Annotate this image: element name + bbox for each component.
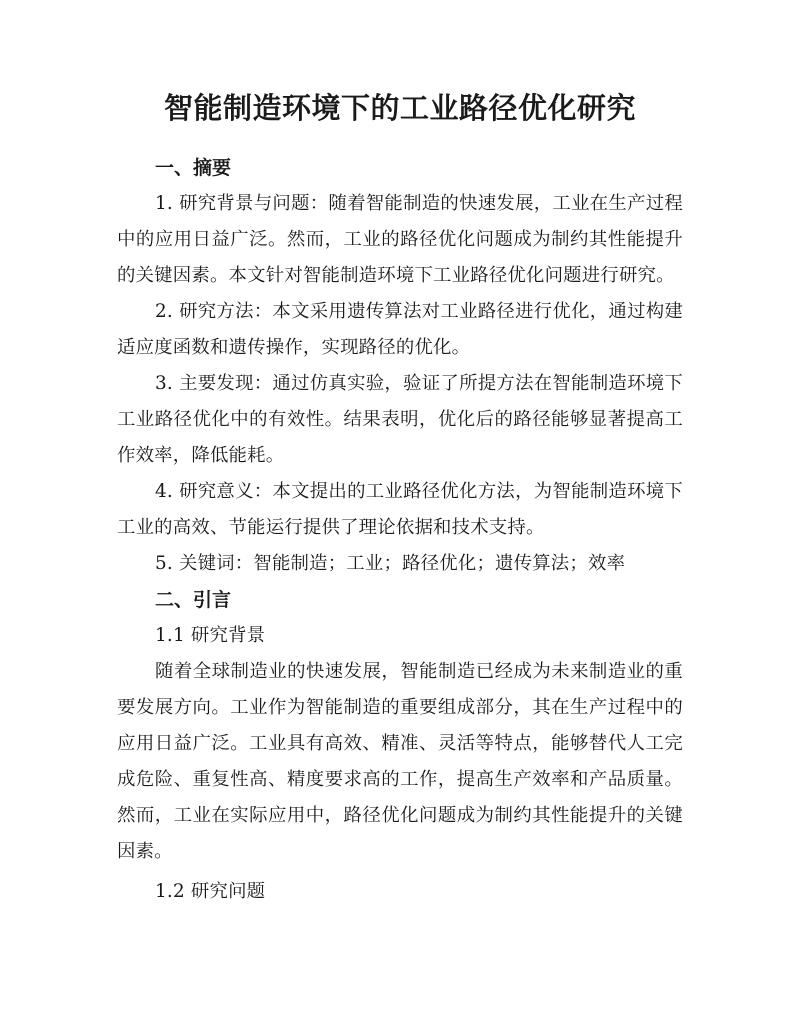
- abstract-item-3: 3. 主要发现：通过仿真实验，验证了所提方法在智能制造环境下工业路径优化中的有效性。结果表明，优化后的路径能够显著提高工作效率，降低能耗。: [117, 373, 683, 466]
- section-heading-introduction: 二、引言: [155, 589, 232, 611]
- subsection-heading-research-question: 1.2 研究问题: [155, 881, 266, 902]
- background-paragraph: 随着全球制造业的快速发展，智能制造已经成为未来制造业的重要发展方向。工业作为智能制造的重要组成部分，其在生产过程中的应用日益广泛。工业具有高效、精准、灵活等特点，能够替代人工完成危险、重复性高、精度要求高的工作，提高生产效率和产品质量。然而，工业在实际应用中，路径优化问题成为制约其性能提升的关键因素。: [117, 661, 683, 862]
- abstract-item-2: 2. 研究方法：本文采用遗传算法对工业路径进行优化，通过构建适应度函数和遗传操作，实现路径的优化。: [117, 301, 683, 358]
- subsection-heading-background: 1.1 研究背景: [155, 625, 266, 646]
- document-page: [117, 88, 683, 910]
- abstract-item-1: 1. 研究背景与问题：随着智能制造的快速发展，工业在生产过程中的应用日益广泛。然而，工业的路径优化问题成为制约其性能提升的关键因素。本文针对智能制造环境下工业路径优化问题进行研究。: [117, 193, 683, 286]
- section-heading-abstract: 一、摘要: [155, 157, 232, 179]
- abstract-item-4: 4. 研究意义：本文提出的工业路径优化方法，为智能制造环境下工业的高效、节能运行提供了理论依据和技术支持。: [117, 481, 683, 538]
- abstract-item-5: 5. 关键词：智能制造；工业；路径优化；遗传算法；效率: [155, 553, 626, 574]
- document-title: 智能制造环境下的工业路径优化研究: [163, 91, 636, 125]
